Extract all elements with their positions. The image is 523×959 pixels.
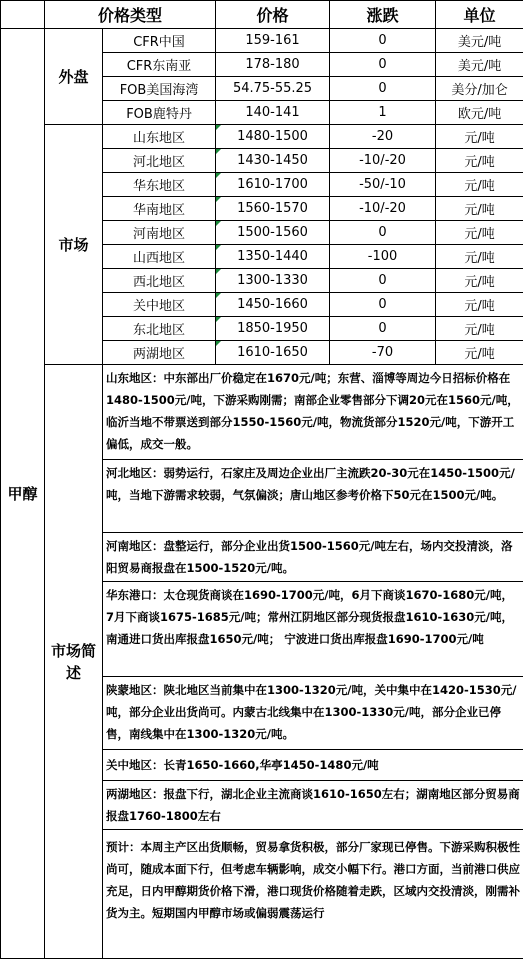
row-name: FOB美国海湾 [103, 77, 216, 101]
row-price: 159-161 [216, 29, 330, 53]
row-change: -10/-20 [330, 197, 436, 221]
row-change: 0 [330, 269, 436, 293]
row-name: 河北地区 [103, 149, 216, 173]
row-unit: 元/吨 [436, 149, 523, 173]
row-change: 0 [330, 293, 436, 317]
row-change: 0 [330, 221, 436, 245]
row-price: 1350-1440 [216, 245, 330, 269]
row-name: 山西地区 [103, 245, 216, 269]
row-unit: 美分/加仑 [436, 77, 523, 101]
table-row [1, 125, 523, 149]
row-price: 1560-1570 [216, 197, 330, 221]
row-price: 1480-1500 [216, 125, 330, 149]
row-name: 山东地区 [103, 125, 216, 149]
row-change: 0 [330, 29, 436, 53]
row-unit: 欧元/吨 [436, 101, 523, 125]
note-shandong: 山东地区：中东部出厂价稳定在1670元/吨；东营、淄博等周边今日招标价格在1480-1500元/吨，下游采购刚需；南部企业零售部分下调20元在1560元/吨，临沂当地不带票送到部分1550-1560元/吨，物流货部分1520元/吨，下游开工偏低，成交一般。 [103, 365, 523, 460]
row-unit: 美元/吨 [436, 29, 523, 53]
note-lianghu: 两湖地区：报盘下行，湖北企业主流商谈1610-1650左右；湖南地区部分贸易商报盘1760-1800左右 [103, 781, 523, 830]
row-unit: 元/吨 [436, 197, 523, 221]
row-unit: 元/吨 [436, 173, 523, 197]
row-unit: 元/吨 [436, 317, 523, 341]
row-change: 1 [330, 101, 436, 125]
category-label: 甲醇 [1, 29, 45, 959]
row-change: -20 [330, 125, 436, 149]
row-change: 0 [330, 53, 436, 77]
note-forecast: 预计：本周主产区出货顺畅，贸易拿货积极，部分厂家现已停售。下游采购积极性尚可，随成本面下行，但考虑车辆影响，成交小幅下行。港口方面，当前港口供应充足，日内甲醇期货价格下滑，港口现货价格随着走跌，区域内交投清淡，刚需补货为主。短期国内甲醇市场或偏弱震荡运行 [103, 830, 523, 959]
row-name: FOB鹿特丹 [103, 101, 216, 125]
header-corner [1, 1, 45, 29]
header-type: 价格类型 [45, 1, 216, 29]
row-name: 两湖地区 [103, 341, 216, 365]
row-name: 关中地区 [103, 293, 216, 317]
group-brief: 市场简述 [45, 365, 103, 959]
row-change: -70 [330, 341, 436, 365]
header-unit: 单位 [436, 1, 523, 29]
row-change: -10/-20 [330, 149, 436, 173]
group-overseas: 外盘 [45, 29, 103, 125]
row-price: 1610-1700 [216, 173, 330, 197]
row-unit: 美元/吨 [436, 53, 523, 77]
row-unit: 元/吨 [436, 125, 523, 149]
note-guanzhong: 关中地区：长青1650-1660,华亭1450-1480元/吨 [103, 750, 523, 781]
row-change: 0 [330, 317, 436, 341]
note-row [1, 365, 523, 460]
row-name: 河南地区 [103, 221, 216, 245]
row-unit: 元/吨 [436, 341, 523, 365]
row-change: -100 [330, 245, 436, 269]
note-east-port: 华东港口：太仓现货商谈在1690-1700元/吨，6月下商谈1670-1680元/吨，7月下商谈1675-1685元/吨；常州江阴地区部分现货报盘1610-1630元/吨，南通进口货出库报盘1650元/吨； 宁波进口货出库报盘1690-1700元/吨 [103, 582, 523, 677]
row-unit: 元/吨 [436, 221, 523, 245]
note-henan: 河南地区：盘整运行，部分企业出货1500-1560元/吨左右，场内交投清淡，洛阳贸易商报盘在1500-1520元/吨。 [103, 533, 523, 582]
row-price: 1610-1650 [216, 341, 330, 365]
row-unit: 元/吨 [436, 245, 523, 269]
row-change: 0 [330, 77, 436, 101]
row-price: 1500-1560 [216, 221, 330, 245]
row-name: 华东地区 [103, 173, 216, 197]
row-name: 华南地区 [103, 197, 216, 221]
row-name: CFR中国 [103, 29, 216, 53]
row-price: 140-141 [216, 101, 330, 125]
row-price: 54.75-55.25 [216, 77, 330, 101]
row-price: 1430-1450 [216, 149, 330, 173]
table-row [1, 29, 523, 53]
header-row [1, 1, 523, 29]
row-unit: 元/吨 [436, 293, 523, 317]
row-price: 1850-1950 [216, 317, 330, 341]
row-change: -50/-10 [330, 173, 436, 197]
header-change: 涨跌 [330, 1, 436, 29]
note-hebei: 河北地区：弱势运行，石家庄及周边企业出厂主流跌20-30元在1450-1500元/吨，当地下游需求较弱，气氛偏淡；唐山地区参考价格下50元在1500元/吨。 [103, 460, 523, 533]
row-name: 东北地区 [103, 317, 216, 341]
group-domestic: 市场 [45, 125, 103, 365]
row-price: 1450-1660 [216, 293, 330, 317]
row-unit: 元/吨 [436, 269, 523, 293]
row-name: CFR东南亚 [103, 53, 216, 77]
note-shaanmeng: 陕蒙地区：陕北地区当前集中在1300-1320元/吨，关中集中在1420-1530元/吨，部分企业出货尚可。内蒙古北线集中在1300-1330元/吨，部分企业已停售，南线集中在1300-1320元/吨。 [103, 677, 523, 750]
row-price: 1300-1330 [216, 269, 330, 293]
row-name: 西北地区 [103, 269, 216, 293]
row-price: 178-180 [216, 53, 330, 77]
header-price: 价格 [216, 1, 330, 29]
